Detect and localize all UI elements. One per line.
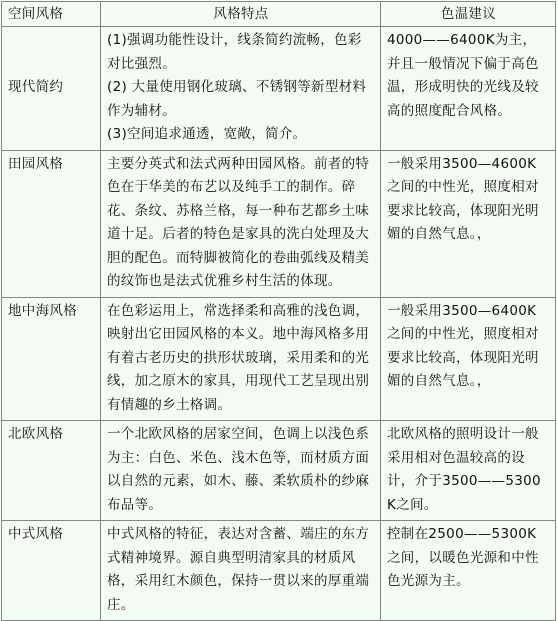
table-row-mediterranean — [2, 297, 556, 421]
style-features-cell: 主要分英式和法式两种田园风格。前者的特色在于华美的布艺以及纯手工的制作。碎花、条纹、苏格兰格，每一种布艺都乡土味道十足。后者的特色是家具的洗白处理及大胆的配色。而特脚被简化的卷曲弧线及精美的纹饰也是法式优雅乡村生活的体现。 — [101, 150, 381, 297]
table-row-chinese — [2, 521, 556, 621]
color-temp-cell: 控制在2500——5300K之间，以暖色光源和中性色光源为主。 — [381, 521, 556, 621]
feature-line: (2) 大量使用钢化玻璃、不锈钢等新型材料作为辅材。 — [107, 79, 367, 119]
table-row-nordic — [2, 421, 556, 521]
header-space-style: 空间风格 — [2, 2, 101, 27]
style-name-cell: 现代简约 — [2, 27, 101, 151]
style-features-cell: 中式风格的特征，表达对含蓄、端庄的东方式精神境界。源自典型明清家具的材质风格，采用红木颜色，保持一贯以来的厚重端庄。 — [101, 521, 381, 621]
style-name-cell: 地中海风格 — [2, 297, 101, 421]
header-style-features: 风格特点 — [101, 2, 381, 27]
style-color-temperature-table — [1, 1, 556, 621]
table-row-pastoral — [2, 150, 556, 297]
color-temp-cell: 4000——6400K为主，并且一般情况下偏于高色温，形成明快的光线及较高的照度配合风格。 — [381, 27, 556, 151]
style-features-cell — [101, 27, 381, 151]
color-temp-cell: 一般采用3500—4600K之间的中性光，照度相对要求比较高，体现阳光明媚的自然气息。， — [381, 150, 556, 297]
table-header-row — [2, 2, 556, 27]
feature-line: (1)强调功能性设计，线条简约流畅，色彩对比强烈。 — [107, 32, 362, 72]
style-features-cell: 在色彩运用上，常选择柔和高雅的浅色调，映射出它田园风格的本义。地中海风格多用有着古老历史的拱形状玻璃，采用柔和的光线，加之原木的家具，用现代工艺呈现出别有情趣的乡土格调。 — [101, 297, 381, 421]
color-temp-cell: 北欧风格的照明设计一般采用相对色温较高的设计，介于3500——5300K之间。 — [381, 421, 556, 521]
style-features-cell: 一个北欧风格的居家空间，色调上以浅色系为主：白色、米色、浅木色等，而材质方面以自然的元素，如木、藤、柔软质朴的纱麻布品等。 — [101, 421, 381, 521]
table-row-modern — [2, 27, 556, 151]
feature-line: (3)空间追求通透，宽敞，简介。 — [107, 126, 307, 142]
style-name-cell: 田园风格 — [2, 150, 101, 297]
style-name-cell: 北欧风格 — [2, 421, 101, 521]
color-temp-cell: 一般采用3500—6400K之间的中性光，照度相对要求比较高，体现阳光明媚的自然气息。， — [381, 297, 556, 421]
header-color-temperature: 色温建议 — [381, 2, 556, 27]
style-name-cell: 中式风格 — [2, 521, 101, 621]
